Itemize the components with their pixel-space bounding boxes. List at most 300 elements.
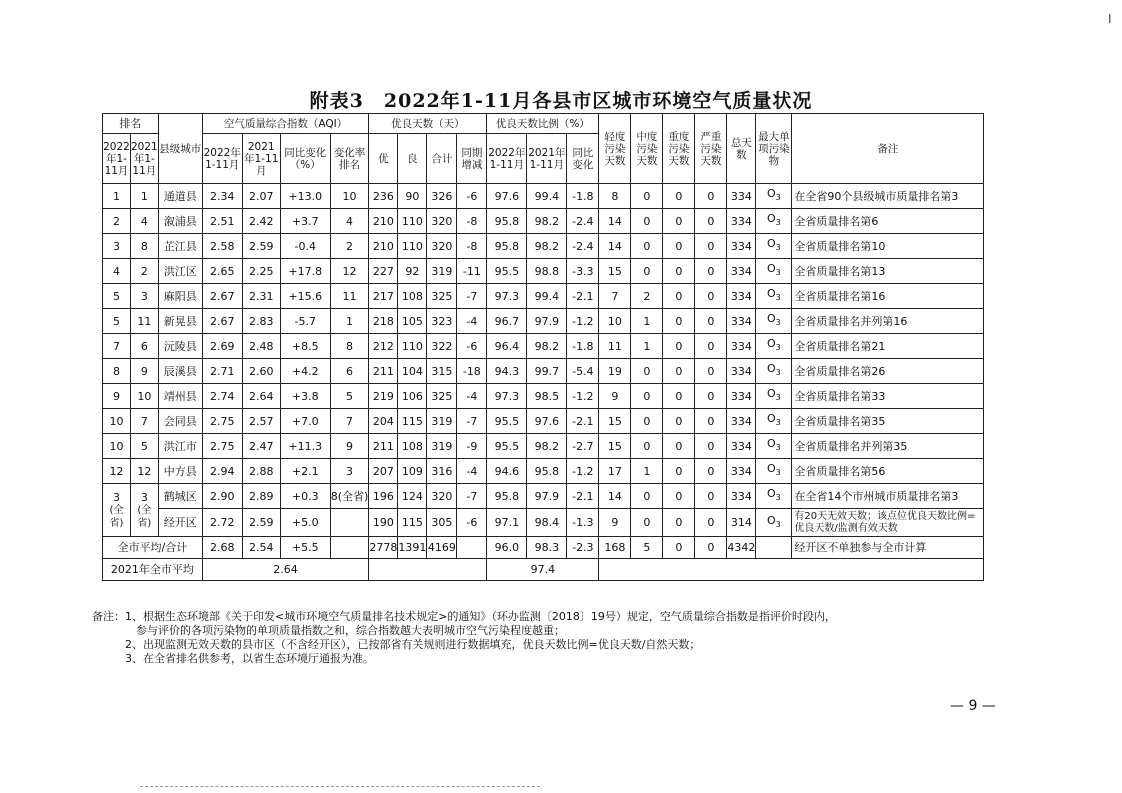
aqi-change-cell: +5.0 bbox=[280, 509, 330, 537]
table-row bbox=[103, 284, 984, 309]
ratio-change-cell: -3.3 bbox=[567, 259, 599, 284]
change-rank-cell: 12 bbox=[330, 259, 369, 284]
remark-cell: 全省质量排名第26 bbox=[792, 359, 984, 384]
footnote-line: 备注：1、根据生态环境部《关于印发<城市环境空气质量排名技术规定>的通知》（环办监测〔2018〕19号）规定，空气质量综合指数是指评价时段内， bbox=[92, 610, 836, 623]
ratio-2021-cell: 98.2 bbox=[527, 234, 567, 259]
header-good-ratio-group: 优良天数比例（%） bbox=[487, 114, 599, 134]
ratio-2021-cell: 99.7 bbox=[527, 359, 567, 384]
rank-2022-cell: 10 bbox=[103, 409, 131, 434]
good-days-cell: 90 bbox=[398, 184, 427, 209]
aqi-2022-cell: 2.72 bbox=[202, 509, 242, 537]
total-good-days-cell: 325 bbox=[427, 384, 457, 409]
aqi-change-cell: +7.0 bbox=[280, 409, 330, 434]
good-days-cell: 105 bbox=[398, 309, 427, 334]
yoy-change-cell: -4 bbox=[457, 384, 487, 409]
rank-2022-cell: 12 bbox=[103, 459, 131, 484]
aqi-2022-cell: 2.75 bbox=[202, 434, 242, 459]
pollutant-subscript: 3 bbox=[775, 343, 781, 353]
rank-2021-cell: 4 bbox=[131, 209, 159, 234]
moderate-days-cell: 0 bbox=[631, 434, 663, 459]
table-row bbox=[103, 309, 984, 334]
good-days-cell: 109 bbox=[398, 459, 427, 484]
ratio-change-cell: -1.3 bbox=[567, 509, 599, 537]
total-days-cell: 334 bbox=[727, 309, 756, 334]
header-severe: 严重污染天数 bbox=[695, 114, 727, 184]
max-pollutant-cell bbox=[756, 209, 792, 234]
rank-2021-cell: 8 bbox=[131, 234, 159, 259]
total-good-days-cell: 319 bbox=[427, 259, 457, 284]
rank-2021-cell: 1 bbox=[131, 184, 159, 209]
excellent-days-cell: 190 bbox=[369, 509, 398, 537]
county-name-cell: 沅陵县 bbox=[158, 334, 202, 359]
county-name-cell: 洪江市 bbox=[158, 434, 202, 459]
ratio-change-cell: -5.4 bbox=[567, 359, 599, 384]
aqi-change-cell: +3.7 bbox=[280, 209, 330, 234]
remark-cell: 全省质量排名第33 bbox=[792, 384, 984, 409]
yoy-change-cell: -9 bbox=[457, 434, 487, 459]
aqi-change-cell: +8.5 bbox=[280, 334, 330, 359]
rank-value: 3 bbox=[140, 490, 148, 504]
county-name-cell: 芷江县 bbox=[158, 234, 202, 259]
light-days-cell: 14 bbox=[599, 209, 631, 234]
change-rank-cell: 3 bbox=[330, 459, 369, 484]
ratio-2022-cell: 96.4 bbox=[487, 334, 527, 359]
good-days-cell: 115 bbox=[398, 509, 427, 537]
total-days-cell: 334 bbox=[727, 334, 756, 359]
ratio-2022-cell: 95.8 bbox=[487, 209, 527, 234]
aqi-2021-cell: 2.88 bbox=[242, 459, 280, 484]
total-good-days-cell: 319 bbox=[427, 409, 457, 434]
header-aqi-2022: 2022年1-11月 bbox=[202, 134, 242, 184]
ratio-2021-cell: 99.4 bbox=[527, 284, 567, 309]
rank-scope: (全省) bbox=[137, 504, 152, 529]
moderate-days-cell: 0 bbox=[631, 234, 663, 259]
rank-2022-cell: 7 bbox=[103, 334, 131, 359]
remark-cell: 在全省90个县级城市质量排名第3 bbox=[792, 184, 984, 209]
header-good-days-group: 优良天数（天） bbox=[369, 114, 487, 134]
county-name-cell: 麻阳县 bbox=[158, 284, 202, 309]
yoy-change-cell bbox=[457, 537, 487, 559]
heavy-days-cell: 0 bbox=[663, 484, 695, 509]
excellent-days-cell: 204 bbox=[369, 409, 398, 434]
aqi-2022-cell: 2.67 bbox=[202, 309, 242, 334]
good-days-cell: 110 bbox=[398, 334, 427, 359]
remark-cell: 有20天无效天数；该点位优良天数比例=优良天数/监测有效天数 bbox=[792, 509, 984, 537]
pollutant-subscript: 3 bbox=[775, 293, 781, 303]
bottom-divider bbox=[140, 786, 540, 787]
rank-2022-cell: 2 bbox=[103, 209, 131, 234]
county-name-cell: 溆浦县 bbox=[158, 209, 202, 234]
total-good-days-cell: 316 bbox=[427, 459, 457, 484]
total-days-cell: 334 bbox=[727, 284, 756, 309]
pollutant-subscript: 3 bbox=[775, 318, 781, 328]
aqi-change-cell: -5.7 bbox=[280, 309, 330, 334]
heavy-days-cell: 0 bbox=[663, 537, 695, 559]
ratio-change-cell: -2.1 bbox=[567, 484, 599, 509]
moderate-days-cell: 1 bbox=[631, 459, 663, 484]
table-row bbox=[103, 209, 984, 234]
ratio-2022-cell: 97.3 bbox=[487, 284, 527, 309]
rank-2022-cell: 3 bbox=[103, 234, 131, 259]
aqi-2022-cell: 2.67 bbox=[202, 284, 242, 309]
ratio-change-cell: -2.4 bbox=[567, 209, 599, 234]
aqi-2022-cell: 2.69 bbox=[202, 334, 242, 359]
moderate-days-cell: 0 bbox=[631, 209, 663, 234]
header-max-pollutant: 最大单项污染物 bbox=[756, 114, 792, 184]
yoy-change-cell: -6 bbox=[457, 509, 487, 537]
change-rank-cell: 9 bbox=[330, 434, 369, 459]
ratio-2021-cell: 98.3 bbox=[527, 537, 567, 559]
total-good-days-cell: 315 bbox=[427, 359, 457, 384]
header-moderate: 中度污染天数 bbox=[631, 114, 663, 184]
header-total-days: 总天数 bbox=[727, 114, 756, 184]
good-days-cell: 110 bbox=[398, 209, 427, 234]
good-days-cell: 92 bbox=[398, 259, 427, 284]
pollutant-symbol: O bbox=[766, 337, 776, 351]
ratio-change-cell: -2.7 bbox=[567, 434, 599, 459]
table-row bbox=[103, 484, 984, 509]
yoy-change-cell: -4 bbox=[457, 309, 487, 334]
aqi-2021-cell: 2.48 bbox=[242, 334, 280, 359]
remark-cell: 全省质量排名第16 bbox=[792, 284, 984, 309]
pollutant-subscript: 3 bbox=[775, 368, 781, 378]
heavy-days-cell: 0 bbox=[663, 259, 695, 284]
total-good-days-cell: 4169 bbox=[427, 537, 457, 559]
severe-days-cell: 0 bbox=[695, 384, 727, 409]
aqi-2022-cell: 2.71 bbox=[202, 359, 242, 384]
remark-cell: 全省质量排名并列第16 bbox=[792, 309, 984, 334]
pollutant-subscript: 3 bbox=[775, 393, 781, 403]
total-days-cell: 334 bbox=[727, 459, 756, 484]
ratio-2022-cell: 97.1 bbox=[487, 509, 527, 537]
remark-cell: 全省质量排名第10 bbox=[792, 234, 984, 259]
pollutant-symbol: O bbox=[766, 237, 776, 251]
table-row bbox=[103, 359, 984, 384]
change-rank-cell: 8(全省) bbox=[330, 484, 369, 509]
moderate-days-cell: 0 bbox=[631, 184, 663, 209]
county-name-cell: 洪江区 bbox=[158, 259, 202, 284]
header-remark: 备注 bbox=[792, 114, 984, 184]
total-good-days-cell: 320 bbox=[427, 234, 457, 259]
table-row bbox=[103, 259, 984, 284]
remark-cell: 全省质量排名第13 bbox=[792, 259, 984, 284]
aqi-2021-cell: 2.59 bbox=[242, 234, 280, 259]
good-days-cell: 104 bbox=[398, 359, 427, 384]
pollutant-subscript: 3 bbox=[775, 218, 781, 228]
pollutant-symbol: O bbox=[766, 462, 776, 476]
yoy-change-cell: -8 bbox=[457, 234, 487, 259]
max-pollutant-cell bbox=[756, 509, 792, 537]
excellent-days-cell: 218 bbox=[369, 309, 398, 334]
ratio-2022-cell: 96.0 bbox=[487, 537, 527, 559]
severe-days-cell: 0 bbox=[695, 209, 727, 234]
change-rank-cell bbox=[330, 537, 369, 559]
light-days-cell: 11 bbox=[599, 334, 631, 359]
ratio-change-cell: -1.2 bbox=[567, 459, 599, 484]
ratio-2021-cell: 99.4 bbox=[527, 184, 567, 209]
corner-mark: I bbox=[1108, 12, 1112, 26]
moderate-days-cell: 0 bbox=[631, 409, 663, 434]
rank-2021-cell: 9 bbox=[131, 359, 159, 384]
heavy-days-cell: 0 bbox=[663, 334, 695, 359]
header-ratio-change: 同比变化 bbox=[567, 134, 599, 184]
footnote-line: 参与评价的各项污染物的单项质量指数之和，综合指数越大表明城市空气污染程度越重； bbox=[92, 624, 565, 637]
ratio-change-cell: -2.1 bbox=[567, 284, 599, 309]
header-rank: 排名 bbox=[103, 114, 159, 134]
rank-2021-cell: 5 bbox=[131, 434, 159, 459]
total-days-cell: 334 bbox=[727, 409, 756, 434]
excellent-days-cell: 236 bbox=[369, 184, 398, 209]
table-row bbox=[103, 409, 984, 434]
yoy-change-cell: -7 bbox=[457, 484, 487, 509]
yoy-change-cell: -6 bbox=[457, 334, 487, 359]
rank-2021-cell: 12 bbox=[131, 459, 159, 484]
yoy-change-cell: -18 bbox=[457, 359, 487, 384]
rank-2022-cell: 4 bbox=[103, 259, 131, 284]
change-rank-cell: 7 bbox=[330, 409, 369, 434]
summary-row bbox=[103, 559, 984, 581]
max-pollutant-cell bbox=[756, 309, 792, 334]
header-rank-2022: 2022年1-11月 bbox=[103, 134, 131, 184]
excellent-days-cell: 210 bbox=[369, 209, 398, 234]
rank-2021-cell: 7 bbox=[131, 409, 159, 434]
aqi-2021-cell: 2.57 bbox=[242, 409, 280, 434]
change-rank-cell: 8 bbox=[330, 334, 369, 359]
total-days-cell: 314 bbox=[727, 509, 756, 537]
change-rank-cell: 2 bbox=[330, 234, 369, 259]
avg-2021-ratio-cell: 97.4 bbox=[487, 559, 599, 581]
excellent-days-cell: 212 bbox=[369, 334, 398, 359]
pollutant-symbol: O bbox=[766, 287, 776, 301]
rank-2021-cell: 3 bbox=[131, 284, 159, 309]
aqi-2022-cell: 2.65 bbox=[202, 259, 242, 284]
ratio-2021-cell: 97.9 bbox=[527, 309, 567, 334]
pollutant-subscript: 3 bbox=[775, 243, 781, 253]
rank-2021-cell: 6 bbox=[131, 334, 159, 359]
ratio-2021-cell: 97.9 bbox=[527, 484, 567, 509]
pollutant-symbol: O bbox=[766, 312, 776, 326]
heavy-days-cell: 0 bbox=[663, 459, 695, 484]
severe-days-cell: 0 bbox=[695, 259, 727, 284]
total-days-cell: 334 bbox=[727, 484, 756, 509]
table-row bbox=[103, 184, 984, 209]
light-days-cell: 19 bbox=[599, 359, 631, 384]
good-days-cell: 124 bbox=[398, 484, 427, 509]
citywide-label-cell: 全市平均/合计 bbox=[103, 537, 203, 559]
footnote-line: 2、出现监测无效天数的县市区（不含经开区），已按部省有关规则进行数据填充，优良天数比例=优良天数/自然天数； bbox=[92, 638, 701, 651]
total-good-days-cell: 320 bbox=[427, 484, 457, 509]
header-ratio-2021: 2021年1-11月 bbox=[527, 134, 567, 184]
avg-2021-aqi-cell: 2.64 bbox=[202, 559, 369, 581]
severe-days-cell: 0 bbox=[695, 184, 727, 209]
remark-cell: 全省质量排名第56 bbox=[792, 459, 984, 484]
remark-cell: 全省质量排名并列第35 bbox=[792, 434, 984, 459]
yoy-change-cell: -4 bbox=[457, 459, 487, 484]
pollutant-symbol: O bbox=[766, 513, 776, 527]
max-pollutant-cell bbox=[756, 359, 792, 384]
moderate-days-cell: 0 bbox=[631, 259, 663, 284]
ratio-2022-cell: 95.5 bbox=[487, 434, 527, 459]
rank-2022-cell: 5 bbox=[103, 309, 131, 334]
excellent-days-cell: 210 bbox=[369, 234, 398, 259]
total-good-days-cell: 325 bbox=[427, 284, 457, 309]
severe-days-cell: 0 bbox=[695, 409, 727, 434]
yoy-change-cell: -7 bbox=[457, 284, 487, 309]
rank-2022-cell: 9 bbox=[103, 384, 131, 409]
good-days-cell: 110 bbox=[398, 234, 427, 259]
blank-cell bbox=[369, 559, 487, 581]
page-number: — 9 — bbox=[950, 698, 996, 714]
header-aqi-2021: 2021年1-11月 bbox=[242, 134, 280, 184]
rank-2022-cell: 10 bbox=[103, 434, 131, 459]
moderate-days-cell: 1 bbox=[631, 334, 663, 359]
total-days-cell: 334 bbox=[727, 259, 756, 284]
severe-days-cell: 0 bbox=[695, 359, 727, 384]
yoy-change-cell: -11 bbox=[457, 259, 487, 284]
change-rank-cell: 5 bbox=[330, 384, 369, 409]
aqi-change-cell: +15.6 bbox=[280, 284, 330, 309]
heavy-days-cell: 0 bbox=[663, 359, 695, 384]
aqi-2021-cell: 2.31 bbox=[242, 284, 280, 309]
table-row bbox=[103, 434, 984, 459]
county-name-cell: 辰溪县 bbox=[158, 359, 202, 384]
excellent-days-cell: 211 bbox=[369, 434, 398, 459]
ratio-2021-cell: 98.5 bbox=[527, 384, 567, 409]
heavy-days-cell: 0 bbox=[663, 309, 695, 334]
header-aqi-change: 同比变化（%） bbox=[280, 134, 330, 184]
rank-value: 3 bbox=[113, 490, 120, 504]
change-rank-cell: 11 bbox=[330, 284, 369, 309]
pollutant-subscript: 3 bbox=[775, 193, 781, 203]
blank-cell bbox=[599, 559, 984, 581]
excellent-days-cell: 217 bbox=[369, 284, 398, 309]
pollutant-subscript: 3 bbox=[775, 443, 781, 453]
aqi-2021-cell: 2.83 bbox=[242, 309, 280, 334]
aqi-change-cell: +5.5 bbox=[280, 537, 330, 559]
moderate-days-cell: 1 bbox=[631, 309, 663, 334]
remark-cell: 全省质量排名第21 bbox=[792, 334, 984, 359]
table-body bbox=[103, 184, 984, 581]
max-pollutant-cell bbox=[756, 284, 792, 309]
summary-row bbox=[103, 537, 984, 559]
total-good-days-cell: 320 bbox=[427, 209, 457, 234]
header-good: 良 bbox=[398, 134, 427, 184]
aqi-2021-cell: 2.64 bbox=[242, 384, 280, 409]
light-days-cell: 8 bbox=[599, 184, 631, 209]
aqi-2021-cell: 2.25 bbox=[242, 259, 280, 284]
total-good-days-cell: 319 bbox=[427, 434, 457, 459]
remark-cell: 在全省14个市州城市质量排名第3 bbox=[792, 484, 984, 509]
severe-days-cell: 0 bbox=[695, 434, 727, 459]
max-pollutant-cell bbox=[756, 184, 792, 209]
light-days-cell: 168 bbox=[599, 537, 631, 559]
aqi-change-cell: +11.3 bbox=[280, 434, 330, 459]
aqi-2021-cell: 2.89 bbox=[242, 484, 280, 509]
severe-days-cell: 0 bbox=[695, 459, 727, 484]
county-name-cell: 会同县 bbox=[158, 409, 202, 434]
rank-2021-cell: 11 bbox=[131, 309, 159, 334]
pollutant-symbol: O bbox=[766, 487, 776, 501]
heavy-days-cell: 0 bbox=[663, 284, 695, 309]
aqi-2021-cell: 2.07 bbox=[242, 184, 280, 209]
light-days-cell: 9 bbox=[599, 384, 631, 409]
rank-2022-cell: 5 bbox=[103, 284, 131, 309]
max-pollutant-cell bbox=[756, 484, 792, 509]
aqi-2022-cell: 2.75 bbox=[202, 409, 242, 434]
pollutant-symbol: O bbox=[766, 437, 776, 451]
change-rank-cell bbox=[330, 509, 369, 537]
excellent-days-cell: 2778 bbox=[369, 537, 398, 559]
header-yoy-change: 同期增减 bbox=[457, 134, 487, 184]
header-excellent: 优 bbox=[369, 134, 398, 184]
aqi-2022-cell: 2.74 bbox=[202, 384, 242, 409]
aqi-2022-cell: 2.90 bbox=[202, 484, 242, 509]
county-name-cell: 新晃县 bbox=[158, 309, 202, 334]
total-days-cell: 334 bbox=[727, 209, 756, 234]
heavy-days-cell: 0 bbox=[663, 184, 695, 209]
moderate-days-cell: 0 bbox=[631, 384, 663, 409]
county-name-cell: 鹤城区 bbox=[158, 484, 202, 509]
pollutant-subscript: 3 bbox=[775, 493, 781, 503]
good-days-cell: 108 bbox=[398, 434, 427, 459]
aqi-2021-cell: 2.59 bbox=[242, 509, 280, 537]
aqi-change-cell: +4.2 bbox=[280, 359, 330, 384]
header-heavy: 重度污染天数 bbox=[663, 114, 695, 184]
total-days-cell: 334 bbox=[727, 434, 756, 459]
aqi-change-cell: +13.0 bbox=[280, 184, 330, 209]
moderate-days-cell: 5 bbox=[631, 537, 663, 559]
heavy-days-cell: 0 bbox=[663, 234, 695, 259]
total-days-cell: 334 bbox=[727, 384, 756, 409]
ratio-change-cell: -2.4 bbox=[567, 234, 599, 259]
aqi-2021-cell: 2.60 bbox=[242, 359, 280, 384]
excellent-days-cell: 227 bbox=[369, 259, 398, 284]
avg-2021-label-cell: 2021年全市平均 bbox=[103, 559, 203, 581]
light-days-cell: 15 bbox=[599, 434, 631, 459]
pollutant-subscript: 3 bbox=[775, 268, 781, 278]
total-good-days-cell: 326 bbox=[427, 184, 457, 209]
ratio-2022-cell: 95.8 bbox=[487, 234, 527, 259]
aqi-2022-cell: 2.58 bbox=[202, 234, 242, 259]
header-aqi-group: 空气质量综合指数（AQI） bbox=[202, 114, 369, 134]
ratio-2021-cell: 95.8 bbox=[527, 459, 567, 484]
total-days-cell: 334 bbox=[727, 234, 756, 259]
light-days-cell: 14 bbox=[599, 234, 631, 259]
heavy-days-cell: 0 bbox=[663, 434, 695, 459]
table-row bbox=[103, 384, 984, 409]
ratio-2021-cell: 98.2 bbox=[527, 209, 567, 234]
yoy-change-cell: -6 bbox=[457, 184, 487, 209]
rank-2022-cell: 8 bbox=[103, 359, 131, 384]
change-rank-cell: 4 bbox=[330, 209, 369, 234]
max-pollutant-cell bbox=[756, 234, 792, 259]
max-pollutant-cell bbox=[756, 334, 792, 359]
total-good-days-cell: 322 bbox=[427, 334, 457, 359]
pollutant-symbol: O bbox=[766, 412, 776, 426]
good-days-cell: 106 bbox=[398, 384, 427, 409]
excellent-days-cell: 211 bbox=[369, 359, 398, 384]
total-good-days-cell: 323 bbox=[427, 309, 457, 334]
ratio-2022-cell: 95.8 bbox=[487, 484, 527, 509]
header-rank-2021: 2021年1-11月 bbox=[131, 134, 159, 184]
yoy-change-cell: -7 bbox=[457, 409, 487, 434]
ratio-change-cell: -1.8 bbox=[567, 334, 599, 359]
excellent-days-cell: 196 bbox=[369, 484, 398, 509]
max-pollutant-cell bbox=[756, 434, 792, 459]
ratio-change-cell: -1.2 bbox=[567, 309, 599, 334]
header-county: 县级城市 bbox=[158, 114, 202, 184]
pollutant-symbol: O bbox=[766, 262, 776, 276]
